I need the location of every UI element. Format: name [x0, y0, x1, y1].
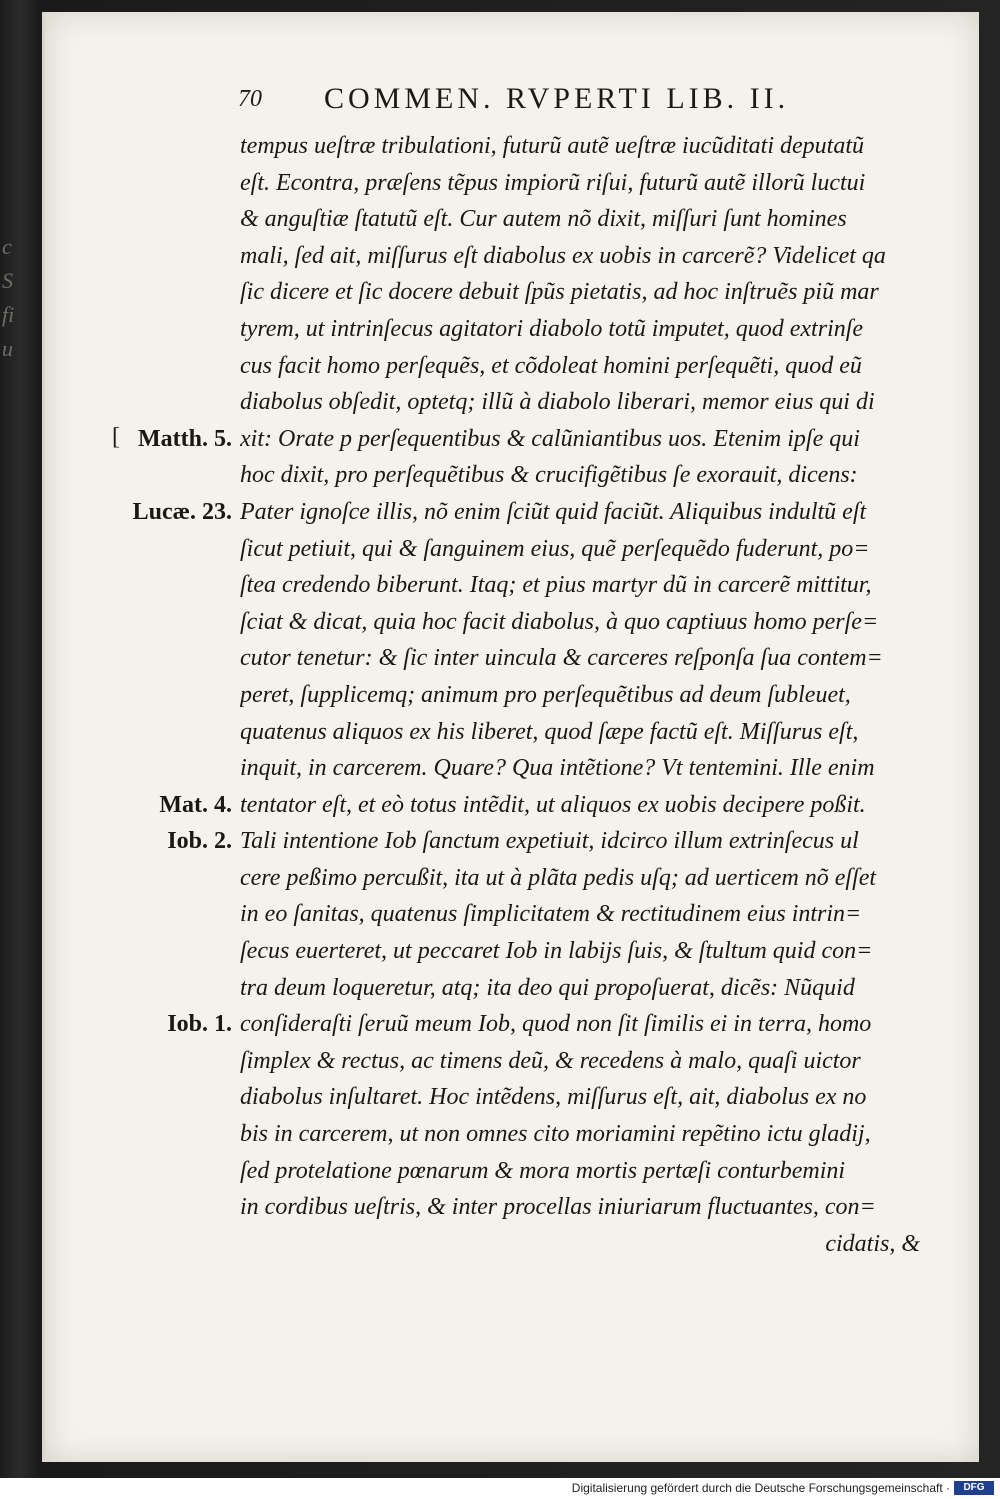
- text-line: ſciat & dicat, quia hoc facit diabolus, à quo captiuus homo perſe=: [240, 608, 879, 635]
- funding-note: Digitalisierung gefördert durch die Deutsche Forschungsgemeinschaft ·: [571, 1481, 950, 1495]
- margin-bracket-mark: [: [112, 424, 120, 450]
- edge-mark: S: [2, 268, 13, 293]
- text-line: tempus ueſtræ tribulationi, futurũ autẽ ueſtræ iucũditati deputatũ: [240, 133, 864, 159]
- body-text: [240, 128, 930, 1262]
- page-header: [238, 82, 918, 122]
- digitization-footer: [0, 1478, 1000, 1499]
- text-line: cidatis, &: [825, 1230, 920, 1257]
- text-line: in cordibus ueſtris, & inter procellas iniuriarum fluctuantes, con=: [240, 1194, 876, 1221]
- text-line: ſic dicere et ſic docere debuit ſpũs pietatis, ad hoc inſtruẽs piũ mar: [240, 279, 879, 306]
- text-line: ſimplex & rectus, ac timens deũ, & recedens à malo, quaſi uictor: [240, 1047, 861, 1074]
- text-line: Tali intentione Iob ſanctum expetiuit, idcirco illum extrinſecus ul: [240, 828, 859, 855]
- text-line: cere peßimo percußit, ita ut à plãta pedis uſq; ad uerticem nõ eſſet: [240, 864, 877, 891]
- text-line: tentator eſt, et eò totus intẽdit, ut aliquos ex uobis decipere poßit.: [240, 791, 866, 818]
- text-line: tyrem, ut intrinſecus agitatori diabolo totũ imputet, quod extrinſe: [240, 315, 864, 342]
- text-line: & anguſtiæ ſtatutũ eſt. Cur autem nõ dixit, miſſuri ſunt homines: [240, 206, 847, 233]
- text-line: tra deum loqueretur, atq; ita deo qui propoſuerat, dicẽs: Nũquid: [240, 974, 855, 1001]
- text-line: eſt. Econtra, præſens tẽpus impiorũ riſui, futurũ autẽ illorũ luctui: [240, 169, 866, 196]
- text-line: hoc dixit, pro perſequẽtibus & crucifigẽtibus ſe exorauit, dicens:: [240, 462, 858, 489]
- text-line: bis in carcerem, ut non omnes cito moriamini repẽtino ictu gladij,: [240, 1121, 871, 1148]
- page-number: 70: [238, 86, 262, 112]
- text-line: Pater ignoſce illis, nõ enim ſciũt quid faciũt. Aliquibus indultũ eſt: [240, 498, 867, 525]
- text-line: ſtea credendo biberunt. Itaq; et pius martyr dũ in carcerẽ mittitur,: [240, 572, 872, 599]
- text-line: quatenus aliquos ex his liberet, quod ſæpe factũ eſt. Miſſurus eſt,: [240, 718, 859, 745]
- edge-mark: c: [2, 234, 12, 259]
- text-line: ſicut petiuit, qui & ſanguinem eius, quẽ perſequẽdo fuderunt, po=: [240, 535, 870, 562]
- text-line: conſideraſti ſeruũ meum Iob, quod non ſit ſimilis ei in terra, homo: [240, 1011, 872, 1038]
- text-line: mali, ſed ait, miſſurus eſt diabolus ex uobis in carcerẽ? Videlicet qa: [240, 242, 886, 269]
- text-line: in eo ſanitas, quatenus ſimplicitatem & rectitudinem eius intrin=: [240, 901, 862, 928]
- edge-mark: u: [2, 336, 13, 361]
- running-title: COMMEN. RVPERTI LIB. II.: [324, 82, 790, 115]
- edge-mark: fi: [2, 302, 15, 327]
- marginal-note: Iob. 1.: [167, 1011, 232, 1038]
- text-line: cus facit homo perſequẽs, et cõdoleat homini perſequẽti, quod eũ: [240, 352, 862, 379]
- text-line: peret, ſupplicemq; animum pro perſequẽtibus ad deum ſubleuet,: [240, 681, 851, 708]
- marginal-note: Iob. 2.: [167, 828, 232, 855]
- marginal-note: Mat. 4.: [159, 791, 232, 818]
- text-line: xit: Orate p perſequentibus & calũniantibus uos. Etenim ipſe qui: [240, 425, 860, 452]
- text-line: inquit, in carcerem. Quare? Qua intẽtione? Vt tentemini. Ille enim: [240, 755, 875, 782]
- text-line: diabolus obſedit, optetq; illũ à diabolo liberari, memor eius qui di: [240, 389, 875, 416]
- text-line: ſed protelatione pœnarum & mora mortis pertæſi conturbemini: [240, 1157, 846, 1184]
- text-line: cutor tenetur: & ſic inter uincula & carceres reſponſa ſua contem=: [240, 645, 883, 672]
- dfg-logo: DFG: [954, 1481, 994, 1495]
- text-line: diabolus inſultaret. Hoc intẽdens, miſſurus eſt, ait, diabolus ex no: [240, 1084, 867, 1111]
- text-line: ſecus euerteret, ut peccaret Iob in labijs ſuis, & ſtultum quid con=: [240, 938, 873, 965]
- marginal-note: Lucæ. 23.: [132, 499, 232, 525]
- adjacent-page-edge: [2, 230, 24, 370]
- marginal-note: Matth. 5.: [138, 425, 232, 452]
